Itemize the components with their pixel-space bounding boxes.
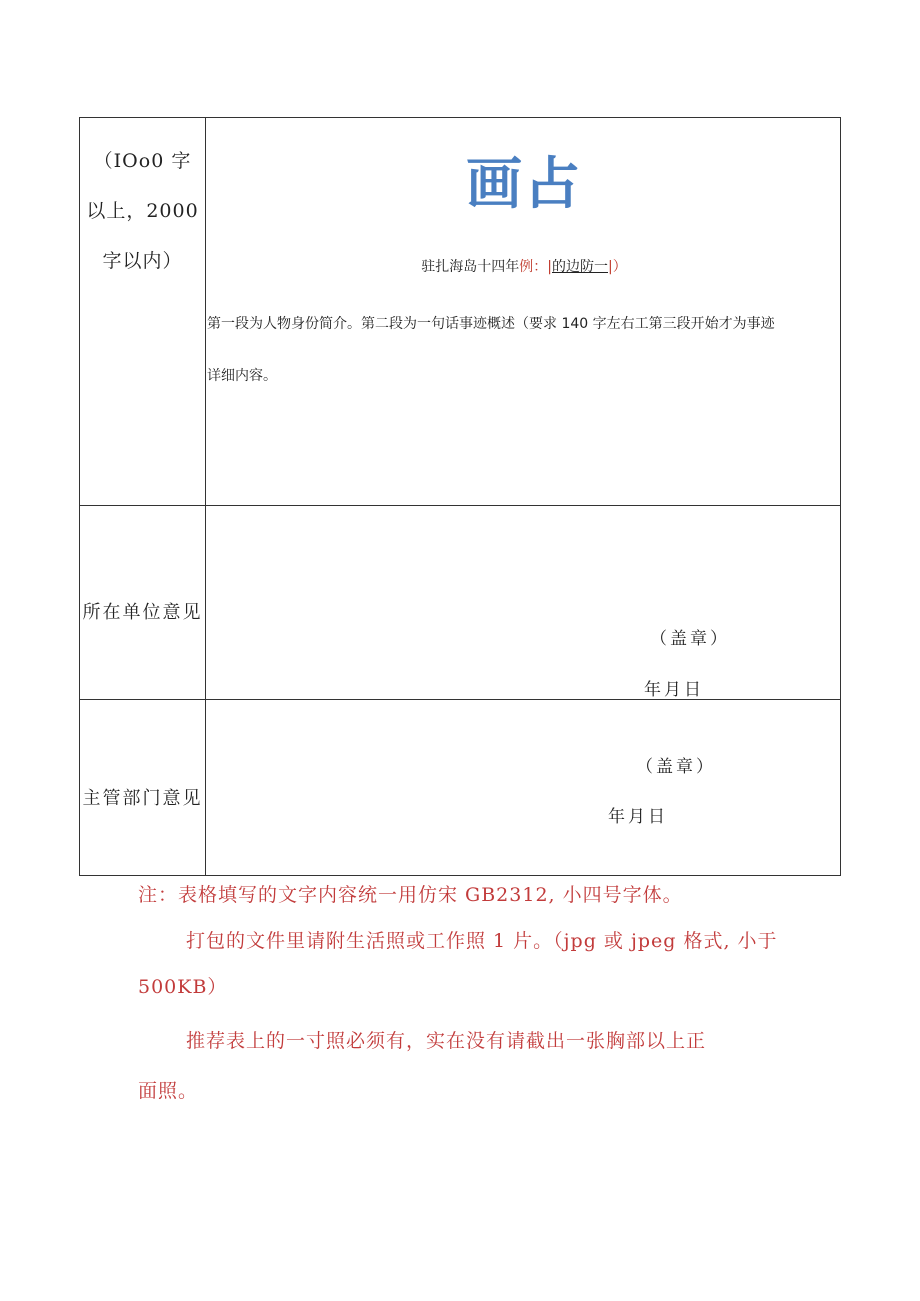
note-headshot-continued: 面照。 <box>138 1080 199 1102</box>
word-count-line-3: 字以内） <box>102 250 183 272</box>
subtitle-suffix: |） <box>608 259 627 275</box>
unit-date-text: 年月日 <box>644 680 704 700</box>
subtitle-bar: | <box>547 259 552 275</box>
unit-opinion-label: 所在单位意见 <box>82 602 203 623</box>
row-divider-2 <box>80 699 840 700</box>
story-title: 画占 <box>466 152 582 217</box>
story-description <box>207 298 837 402</box>
note-headshot-requirement: 推荐表上的一寸照必须有，实在没有请截出一张胸部以上正 <box>186 1030 707 1052</box>
unit-seal-text: （盖章） <box>650 629 730 649</box>
note-photo-requirement: 打包的文件里请附生活照或工作照 1 片。（jpg 或 jpeg 格式, 小于 <box>186 930 778 952</box>
column-divider <box>205 118 206 875</box>
row-divider-1 <box>80 505 840 506</box>
dept-opinion-label: 主管部门意见 <box>82 788 203 809</box>
note-photo-size: 500KB） <box>138 976 228 998</box>
subtitle-example-label: 例： <box>519 259 548 275</box>
note-font-requirement: 注：表格填写的文字内容统一用仿宋 GB2312, 小四号字体。 <box>138 884 683 906</box>
nomination-form-table <box>79 117 841 876</box>
dept-seal-text: （盖章） <box>636 757 716 777</box>
subtitle-prefix: 驻扎海岛十四年 <box>421 259 520 275</box>
description-line-2: 详细内容。 <box>207 368 277 384</box>
word-count-line-2: 以上，2000 <box>86 200 199 222</box>
word-count-line-1: （IOo0 字 <box>93 150 192 172</box>
story-subtitle <box>206 256 842 276</box>
description-line-1: 第一段为人物身份简介。第二段为一句话事迹概述（要求 140 字左右工第三段开始才为事迹 <box>207 316 775 332</box>
word-count-note <box>80 136 205 286</box>
dept-date-text: 年月日 <box>608 807 668 827</box>
subtitle-link: 的边防一 <box>552 259 608 275</box>
